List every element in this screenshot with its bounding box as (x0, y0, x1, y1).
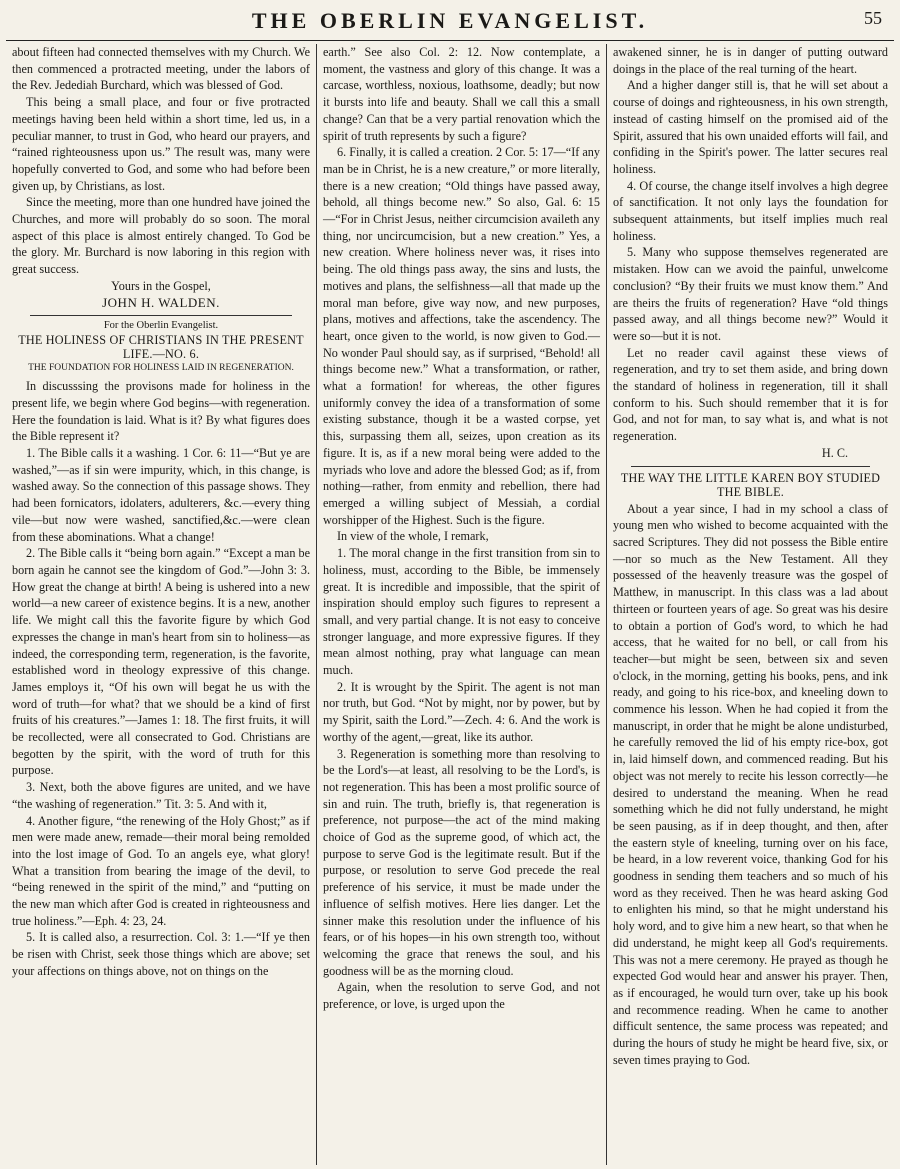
column-1 (6, 44, 316, 1165)
article-paragraph: 5. Many who suppose themselves regenerated are mistaken. How can we avoid the painful, unwelcome conclusion? “By their fruits we must know them.” And are theirs the fruits of regeneration? Have “old things passed away, and all things become new?” Would it were so—but it is not. (613, 245, 888, 343)
article-credit: For the Oberlin Evangelist. (103, 320, 219, 332)
story-paragraph: About a year since, I had in my school a class of young men who wished to become acquainted with the sacred Scriptures. They did not possess the Bible entire—nor so much as the New Testament. All they possessed of the heavenly treasure was the gospel of Matthew, in manuscript. In this class was a lad about thirteen or fourteen years of age. So great was his desire to obtain a portion of God's word, to which he had access, that he waited for no bell, or call from his teacher—but might be seen, between six and seven o'clock, in the morning, getting his books, pens, and ink ready, and going to his rice-box, and kneeling down to commence his lesson. When he had copied it from the manuscript, in order that he might be alone undisturbed, he carefully removed the lid of his empty rice-box, got in, laid himself down, and commenced reading. But his object was not merely to recite his lesson correctly—he desired to understand the meaning. When he read something which he did not fully understand, he might be seen pausing, as if in deep thought, and then, after the eastern style of kneeling, turning over on his face, be heard, in a low reverent voice, thanking God for his goodness in sending them teachers and so much of his word as they received. Then he was heard asking God to enlighten his mind, so that he might understand his holy word, and to give him a new heart, so that when he did understand, he might keep all God's requirements. This was not a mere ceremony. He prayed as though he expected God would hear and answer his prayer. Then, as if encouraged, he would turn over, take up his book and recommence reading. When he came to another difficult sentence, the same process was repeated; and during the hours of study he might be heard five, six, or seven times praying to God. (613, 501, 888, 1067)
article-paragraph: 3. Next, both the above figures are united, and we have “the washing of regeneration.” Tit. 3: 5. And with it, (12, 780, 310, 811)
article-paragraph: And a higher danger still is, that he will set about a course of doings and righteousness, in his own strength, instead of casting himself on the promised aid of the Spirit, assured that his own unaided efforts will fail, and confiding in the Spirit's power. The latter secures real holiness. (613, 78, 888, 176)
article-paragraph: 4. Of course, the change itself involves a high degree of sanctification. It not only lays the foundation for subsequent attainments, but itself implies much real holiness. (613, 178, 888, 243)
article-paragraph: awakened sinner, he is in danger of putting outward doings in the place of the real turning of the heart. (613, 45, 888, 76)
column-2 (316, 44, 606, 1165)
columns (6, 44, 894, 1165)
article-paragraph: 2. It is wrought by the Spirit. The agent is not man nor truth, but God. “Not by might, nor by power, but by my Spirit, saith the Lord.”—Zech. 4: 6. And the work is worthy of the agent,—great, like its author. (323, 679, 600, 744)
divider (30, 315, 292, 316)
masthead (6, 0, 894, 41)
story-title: THE WAY THE LITTLE KAREN BOY STUDIED THE BIBLE. (620, 470, 881, 499)
article-subtitle: THE FOUNDATION FOR HOLINESS LAID IN REGENERATION. (28, 363, 294, 374)
page-number: 55 (864, 8, 882, 28)
letter-signoff: Yours in the Gospel, (111, 278, 211, 293)
article-paragraph: 6. Finally, it is called a creation. 2 Cor. 5: 17—“If any man be in Christ, he is a new creature,” or more literally, there is a new creation; “Old things have passed away, behold, all things become new.” So also, Gal. 6: 15—“For in Christ Jesus, neither circumcision availeth any thing, nor uncircumcision, but a new creation.” Yes, a new creation. Where holiness never was, it rises into being. The old things pass away, the sins and lusts, the motives and plans, the selfishness—all that made up the moral man before, give way now, and new purposes, plans, motives and affections, take the ascendency. The heart, once given to the world, is now given to God.—No wonder Paul should say, as if surprised, “Behold! all things become new.” What a transformation, or rather, what a formation! for whereas, the other figures uniformly convey the idea of a transformation of some existing substance, though it be a wasted corpse, yet this, surpassing them all, seizes, upon creation as its figure. It is, as if a new moral being were added to the myriads who love and adore the blessed God; as if, from nothing—rather, from enmity and rebellion, there had emerged a willing subject of Messiah, a cordial worshipper of the Highest. Such is the figure. (323, 145, 600, 527)
article-paragraph: Let no reader cavil against these views of regeneration, and try to set them aside, and bring down the standard of holiness in regeneration, till it shall conform to his. Such should remember that it is for God, and not for man, to say what is, and what is not regeneration. (613, 345, 888, 444)
letter-paragraph: This being a small place, and four or five protracted meetings having been held within a short time, led us, in a peculiar manner, to trust in God, who heard our prayers, and “rained righteousness upon us.” The result was, many were hopefully converted to God, and some who had before been given up, by Christians, as lost. (12, 95, 310, 193)
column-3 (606, 44, 894, 1165)
article-paragraph: 1. The moral change in the first transition from sin to holiness, must, according to the Bible, be immensely great. It is incredible and impossible, that the spirit of inspiration should employ such figures to represent a small, and very partial change. It is not easy to conceive stronger language, and more expressive figures. If they mean almost nothing, pray what language can mean much. (323, 546, 600, 678)
author-initials: H. C. (821, 445, 848, 460)
article-paragraph: Again, when the resolution to serve God, and not preference, or love, is urged upon the (323, 980, 600, 1012)
article-paragraph: 2. The Bible calls it “being born again.” “Except a man be born again he cannot see the kingdom of God.”—John 3: 3. How great the change at birth! A being is ushered into a new world—a new career of existence begins. It is a new, another life. We might call this the favorite figure by which God expresses the change in man's heart from sin to holiness—as indeed, the corresponding term, regeneration, is the favorite, established word in theology expressive of this change. James employs it, “Of his own will begat he us with the word of truth—for what? that we should be a kind of first fruits of his creatures.”—James 1: 18. The first fruits, it will be recollected, were all consecrated to God. Christians are begotten by the spirit, with the word of truth for this purpose. (12, 546, 310, 778)
article-paragraph: In discusssing the provisons made for holiness in the present life, we begin where God begins—with regeneration. Here the foundation is laid. What is it? By what figures does the Bible represent it? (12, 379, 310, 444)
article-paragraph: 1. The Bible calls it a washing. 1 Cor. 6: 11—“But ye are washed,”—as if sin were impurity, which, in this change, is washed away. So the connection of this passage shows. They had been fornicators, idolaters, adulterers, &c.—every thing vile—but now were washed, sanctified,&c.—were clean from these abominations. What a change! (12, 446, 310, 544)
divider (631, 466, 870, 467)
letter-paragraph: Since the meeting, more than one hundred have joined the Churches, and more will probably do so soon. The moral aspect of this place is almost entirely changed. To God be the glory. Mr. Burchard is now laboring in this region with great success. (12, 195, 310, 277)
article-body (12, 378, 310, 979)
letter-body (12, 44, 310, 278)
article-paragraph: 5. It is called also, a resurrection. Col. 3: 1.—“If ye then be risen with Christ, seek those things which are above; set your affections on things above, not on things on the (12, 930, 310, 978)
article-paragraph: earth.” See also Col. 2: 12. Now contemplate, a moment, the vastness and glory of this change. It was a carcase, worthless, noxious, loathsome, deadly; but now it bursts into life and beauty. Shall we call this a small change? Can that be a very partial renovation which the spirit of truth represents by such a figure? (323, 45, 600, 143)
publication-title: THE OBERLIN EVANGELIST. (251, 8, 649, 33)
article-paragraph: 3. Regeneration is something more than resolving to be the Lord's—at least, all resolving to be the Lord's, is not regeneration. This has been a most prolific source of sin and ruin. The truth, briefly is, that regeneration is preference, not purpose—the act of the mind making choice of God as the supreme good, of which act, the purpose to serve God is the legitimate result. But if the purpose, or resolution to serve God precede the real preference of his service, it must be made under the influence of selfish motives. Here lies danger. Let the sinner make this resolution under the influence of his fears, or of his hopes—in his own strength too, without welcoming the grace that renews the soul, and his goodness will be as the morning cloud. (323, 746, 600, 978)
article-paragraph: In view of the whole, I remark, (337, 529, 489, 544)
article-title: THE HOLINESS OF CHRISTIANS IN THE PRESENT LIFE.—NO. 6. (18, 333, 304, 362)
letter-paragraph: about fifteen had connected themselves with my Church. We then commenced a protracted meeting, under the labors of the Rev. Jedediah Burchard, which was blessed of God. (12, 45, 310, 93)
letter-signature: JOHN H. WALDEN. (102, 294, 220, 310)
article-paragraph: 4. Another figure, “the renewing of the Holy Ghost;” as if men were made anew, remade—their moral being remolded into the lost image of God. To an angels eye, what glory! What a transition from bearing the image of the devil, to “being renewed in the spirit of the mind,” and “putting on the new man which after God is created in righteousness and true holiness.”—Eph. 4: 23, 24. (12, 813, 310, 928)
